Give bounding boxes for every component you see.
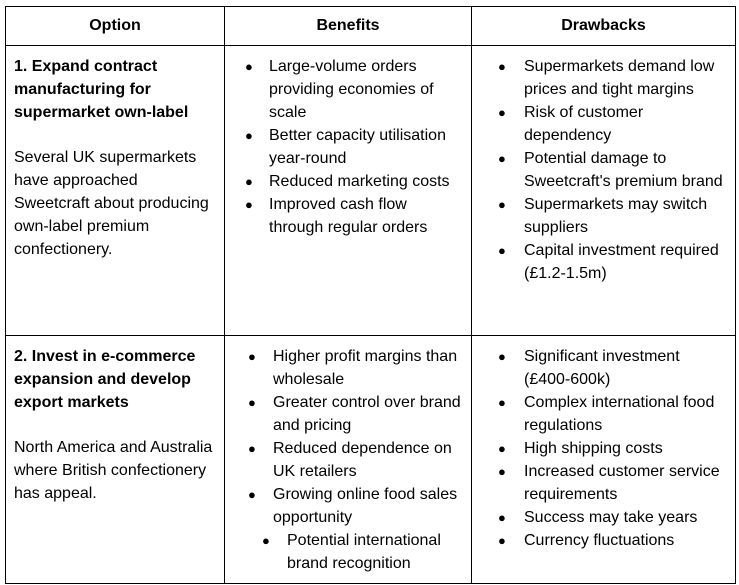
option-title: 1. Expand contract manufacturing for supermarket own-label xyxy=(14,58,189,121)
benefit-item: ● Better capacity utilisation year-round xyxy=(269,124,465,170)
drawback-item: ● Potential damage to Sweetcraft's premium brand xyxy=(524,147,729,193)
drawback-item: ● Increased customer service requirements xyxy=(524,460,729,506)
benefit-item: ● Greater control over brand and pricing xyxy=(273,391,465,437)
drawback-item: ● Risk of customer dependency xyxy=(524,101,729,147)
benefit-item: ● Improved cash flow through regular orders xyxy=(269,193,465,239)
benefit-item: ● Reduced marketing costs xyxy=(269,170,465,193)
drawbacks-cell xyxy=(472,336,736,584)
drawback-item: ● Supermarkets demand low prices and tight margins xyxy=(524,55,729,101)
option-title: 2. Invest in e-commerce expansion and develop export markets xyxy=(14,348,196,411)
drawback-item: ● Currency fluctuations xyxy=(524,529,729,552)
header-option: Option xyxy=(6,7,225,46)
drawbacks-list xyxy=(524,55,729,285)
option-cell xyxy=(6,46,225,336)
drawback-item: ● Complex international food regulations xyxy=(524,391,729,437)
option-description: North America and Australia where British confectionery has appeal. xyxy=(14,439,213,502)
benefit-item: ● Higher profit margins than wholesale xyxy=(273,345,465,391)
benefit-item: ● Reduced dependence on UK retailers xyxy=(273,437,465,483)
drawbacks-list xyxy=(524,345,729,552)
drawbacks-cell xyxy=(472,46,736,336)
header-benefits: Benefits xyxy=(225,7,472,46)
benefits-list xyxy=(273,345,465,575)
header-drawbacks: Drawbacks xyxy=(472,7,736,46)
table-row xyxy=(6,336,736,584)
benefits-cell xyxy=(225,46,472,336)
options-table xyxy=(5,6,736,584)
drawback-item: ● Supermarkets may switch suppliers xyxy=(524,193,729,239)
benefit-item: ● Growing online food sales opportunity xyxy=(273,483,465,529)
drawback-item: ● Success may take years xyxy=(524,506,729,529)
benefit-item: ● Potential international brand recognition xyxy=(287,529,465,575)
drawback-item: ● Significant investment (£400-600k) xyxy=(524,345,729,391)
option-cell xyxy=(6,336,225,584)
table-row xyxy=(6,46,736,336)
benefits-cell xyxy=(225,336,472,584)
drawback-item: ● High shipping costs xyxy=(524,437,729,460)
benefit-item: ● Large-volume orders providing economies of scale xyxy=(269,55,465,124)
benefits-list xyxy=(269,55,465,239)
drawback-item: ● Capital investment required (£1.2-1.5m) xyxy=(524,239,729,285)
option-description: Several UK supermarkets have approached Sweetcraft about producing own-label premium confectionery. xyxy=(14,149,209,258)
header-row xyxy=(6,7,736,46)
